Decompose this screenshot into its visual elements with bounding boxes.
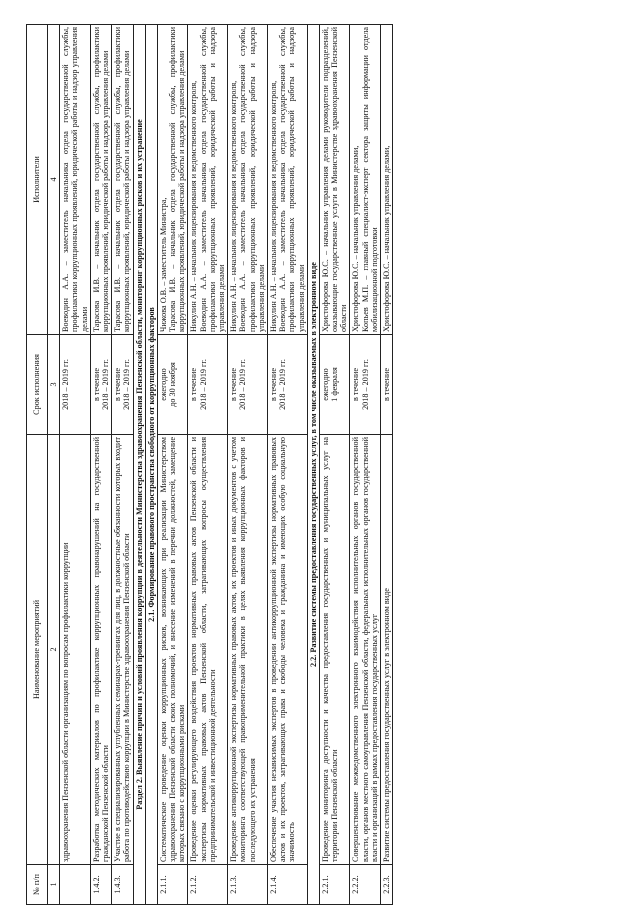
table-row [112,25,133,905]
row-executors: Христофорова Ю.С. – начальник управления делами, [381,25,393,335]
table-row [90,25,111,905]
row-term: в течение [381,335,393,435]
row-executors: Никулин А.Н. – начальник лицензирования и ведомственного контроля, Воеводин А.А. – заместитель начальника отдела государственной службы, профилактики коррупционных проявлений, юридической работы и надзора управления делами [188,25,228,335]
table-row [188,25,228,905]
row-number: 2.1.1. [157,865,188,905]
subsection-heading-row [145,25,157,905]
row-number: 1.4.2. [90,865,111,905]
rotated-document-page [26,25,632,905]
row-executors: Тарасова И.В. – начальник отдела государственной службы, профилактики коррупционных проявлений, юридической работы и надзора управления делами [90,25,111,335]
measures-table [26,24,393,905]
row-executors: Воеводин А.А. – заместитель начальника отдела государственной службы, профилактики коррупционных проявлений, юридической работы и надзор управления делами [60,25,91,335]
row-executors: Христофорова Ю.С. – начальник управления делами, Копьев М.П. – главный специалист-эксперт сектора защиты информации отдела мобилизационной подготовки [350,25,381,335]
row-measure: Совершенствование межведомственного электронного взаимодействия исполнительных органов государственной власти, органов местного самоуправления Пензенской области, федеральных исполнительных органов государственной власти и организаций в рамках предоставления государственных услуг [350,435,381,865]
index-cell: 3 [48,335,60,435]
row-number: 2.1.4. [267,865,307,905]
row-executors: Тарасова И.В. – начальник отдела государственной службы, профилактики коррупционных проявлений, юридической работы и надзора управления делами [112,25,133,335]
row-term: в течение 2018 – 2019 гг. [112,335,133,435]
section-heading-row [133,25,145,905]
table-row [60,25,91,905]
row-number: 2.2.3. [381,865,393,905]
section-2-title: Раздел 2. Выявление причин и условий проявления коррупции в деятельности Министерства здравоохранения Пензенской области, мониторинг коррупционных рисков и их устранение [133,25,145,905]
header-row [27,25,48,905]
row-term: ежегодно 1 февраля [319,335,350,435]
row-executors: Никулин А.Н. – начальник лицензирования и ведомственного контроля, Воеводин А.А. – заместитель начальника отдела государственной службы, профилактики коррупционных проявлений, юридической работы и надзора управления делами [267,25,307,335]
row-number: 2.2.1. [319,865,350,905]
table-row [228,25,268,905]
table-row [267,25,307,905]
subsection-heading-row [307,25,319,905]
index-cell: 4 [48,25,60,335]
subsection-2-1-title: 2.1. Формирование правового пространства свободного от коррупционных факторов [145,25,157,905]
row-number: 2.1.3. [228,865,268,905]
table-row [319,25,350,905]
row-number [60,865,91,905]
index-cell: 1 [48,865,60,905]
row-measure: Развитие системы предоставления государственных услуг в электронном виде [381,435,393,865]
table-row [350,25,381,905]
row-executors: Никулин А.Н. – начальник лицензирования и ведомственного контроля, Воеводин А.А. – заместитель начальника отдела государственной службы, профилактики коррупционных проявлений, юридической работы и надзора управления делами [228,25,268,335]
header-num: № п/п [27,865,48,905]
row-measure: Систематическое проведение оценки коррупционных рисков, возникающих при реализации Министерством здравоохранения Пензенской области своих полномочий, и внесение изменений в перечни должностей, замещение которых связано с коррупционными рисками [157,435,188,865]
row-measure: Разработка методических материалов по профилактике коррупционных правонарушений на государственной гражданской Пензенской области [90,435,111,865]
row-measure: Обеспечение участия независимых экспертов в проведении антикоррупционной экспертизы нормативных правовых актов и их проектов, затрагивающих права и свободы человека и гражданина и имеющих особую социальную значимость [267,435,307,865]
header-executors: Исполнители [27,25,48,335]
row-number: 1.4.3. [112,865,133,905]
row-term: в течение 2018 – 2019 гг. [228,335,268,435]
row-number: 2.1.2. [188,865,228,905]
row-executors: Чижова О.В. – заместитель Министра, Тарасова И.В. – начальник отдела государственной службы, профилактики коррупционных проявлений, юридической работы и надзора управления делами [157,25,188,335]
row-term: в течение 2018 – 2019 гг. [350,335,381,435]
row-executors: Христофорова Ю.С. – начальник управления делами руководители подразделений, оказывающие государственные услуги в Министерстве здравоохранения Пензенской области [319,25,350,335]
row-number: 2.2.2. [350,865,381,905]
row-measure: Проведение оценки регулирующего воздействия проектов нормативных правовых актов Пензенской области и экспертизы нормативных правовых актов Пензенской области, затрагивающих вопросы осуществления предпринимательской и инвестиционной деятельности [188,435,228,865]
row-term: в течение 2018 – 2019 гг. [267,335,307,435]
row-measure: Участие в специализированных углубленных семинарах-тренингах для лиц, в должностные обязанности которых входит работа по противодействию коррупции в Министерстве здравоохранения Пензенской области [112,435,133,865]
index-row [48,25,60,905]
table-row [157,25,188,905]
index-cell: 2 [48,435,60,865]
row-term: в течение 2018 – 2019 гг. [90,335,111,435]
row-term: 2018 – 2019 гг. [60,335,91,435]
row-term: ежегодно до 30 ноября [157,335,188,435]
row-measure: Проведение антикоррупционной экспертизы нормативных правовых актов, их проектов и иных документов с учетом мониторинга соответствующей правоприменительной практики в целях выявления коррупционных факторов и последующего их устранения [228,435,268,865]
header-term: Срок исполнения [27,335,48,435]
row-measure: Проведение мониторинга доступности и качества предоставления государственных и муниципальных услуг на территории Пензенской области [319,435,350,865]
row-measure: здравоохранения Пензенской области организациям по вопросам профилактики коррупции [60,435,91,865]
header-name: Наименование мероприятий [27,435,48,865]
subsection-2-2-title: 2.2. Развитие системы предоставления государственных услуг, в том числе оказываемых в электронном виде [307,25,319,905]
row-term: в течение 2018 – 2019 гг. [188,335,228,435]
table-row [381,25,393,905]
